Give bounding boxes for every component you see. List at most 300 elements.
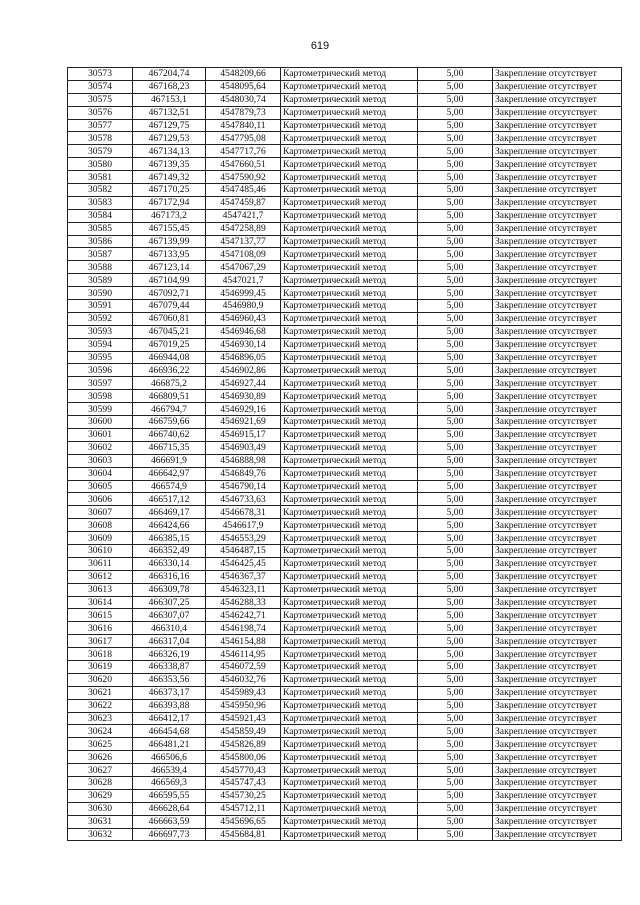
y-coordinate-cell: 4546888,98 [206,454,281,467]
table-row [68,532,622,545]
x-coordinate-cell: 466809,51 [133,390,206,403]
y-coordinate-cell: 4546999,45 [206,287,281,300]
y-coordinate-cell: 4546790,14 [206,480,281,493]
method-cell: Картометрический метод [281,738,418,751]
error-cell: 5,00 [418,312,493,325]
y-coordinate-cell: 4547660,51 [206,158,281,171]
fixation-cell: Закрепление отсутствует [493,467,622,480]
error-cell: 5,00 [418,815,493,828]
x-coordinate-cell: 466310,4 [133,622,206,635]
error-cell: 5,00 [418,686,493,699]
fixation-cell: Закрепление отсутствует [493,287,622,300]
fixation-cell: Закрепление отсутствует [493,119,622,132]
table-row [68,93,622,106]
y-coordinate-cell: 4545826,89 [206,738,281,751]
fixation-cell: Закрепление отсутствует [493,261,622,274]
method-cell: Картометрический метод [281,686,418,699]
y-coordinate-cell: 4546425,45 [206,557,281,570]
fixation-cell: Закрепление отсутствует [493,686,622,699]
table-row [68,312,622,325]
error-cell: 5,00 [418,544,493,557]
point-number-cell: 30606 [68,493,133,506]
table-row [68,441,622,454]
y-coordinate-cell: 4547717,76 [206,145,281,158]
error-cell: 5,00 [418,699,493,712]
x-coordinate-cell: 466481,21 [133,738,206,751]
error-cell: 5,00 [418,274,493,287]
table-row [68,287,622,300]
error-cell: 5,00 [418,145,493,158]
y-coordinate-cell: 4546114,95 [206,648,281,661]
error-cell: 5,00 [418,287,493,300]
y-coordinate-cell: 4547108,09 [206,248,281,261]
x-coordinate-cell: 466330,14 [133,557,206,570]
y-coordinate-cell: 4546198,74 [206,622,281,635]
table-row [68,764,622,777]
table-row [68,80,622,93]
fixation-cell: Закрепление отсутствует [493,416,622,429]
point-number-cell: 30607 [68,506,133,519]
y-coordinate-cell: 4546929,16 [206,403,281,416]
method-cell: Картометрический метод [281,222,418,235]
method-cell: Картометрический метод [281,274,418,287]
table-row [68,274,622,287]
error-cell: 5,00 [418,570,493,583]
method-cell: Картометрический метод [281,287,418,300]
error-cell: 5,00 [418,93,493,106]
y-coordinate-cell: 4546960,43 [206,312,281,325]
method-cell: Картометрический метод [281,80,418,93]
y-coordinate-cell: 4546930,89 [206,390,281,403]
method-cell: Картометрический метод [281,312,418,325]
point-number-cell: 30586 [68,235,133,248]
point-number-cell: 30615 [68,609,133,622]
error-cell: 5,00 [418,622,493,635]
error-cell: 5,00 [418,454,493,467]
x-coordinate-cell: 467155,45 [133,222,206,235]
point-number-cell: 30613 [68,583,133,596]
error-cell: 5,00 [418,480,493,493]
table-row [68,132,622,145]
error-cell: 5,00 [418,493,493,506]
x-coordinate-cell: 466663,59 [133,815,206,828]
point-number-cell: 30611 [68,557,133,570]
error-cell: 5,00 [418,609,493,622]
x-coordinate-cell: 467134,13 [133,145,206,158]
table-row [68,660,622,673]
point-number-cell: 30588 [68,261,133,274]
fixation-cell: Закрепление отсутствует [493,235,622,248]
method-cell: Картометрический метод [281,325,418,338]
y-coordinate-cell: 4547879,73 [206,106,281,119]
x-coordinate-cell: 466373,17 [133,686,206,699]
y-coordinate-cell: 4546927,44 [206,377,281,390]
error-cell: 5,00 [418,403,493,416]
method-cell: Картометрический метод [281,570,418,583]
point-number-cell: 30632 [68,828,133,841]
fixation-cell: Закрепление отсутствует [493,80,622,93]
point-number-cell: 30608 [68,519,133,532]
point-number-cell: 30609 [68,532,133,545]
error-cell: 5,00 [418,338,493,351]
method-cell: Картометрический метод [281,544,418,557]
method-cell: Картометрический метод [281,648,418,661]
error-cell: 5,00 [418,377,493,390]
x-coordinate-cell: 466412,17 [133,712,206,725]
method-cell: Картометрический метод [281,802,418,815]
error-cell: 5,00 [418,506,493,519]
point-number-cell: 30601 [68,428,133,441]
point-number-cell: 30604 [68,467,133,480]
fixation-cell: Закрепление отсутствует [493,673,622,686]
y-coordinate-cell: 4545950,96 [206,699,281,712]
table-body [68,68,622,841]
y-coordinate-cell: 4546678,31 [206,506,281,519]
x-coordinate-cell: 466517,12 [133,493,206,506]
table-row [68,648,622,661]
method-cell: Картометрический метод [281,764,418,777]
error-cell: 5,00 [418,300,493,313]
y-coordinate-cell: 4546367,37 [206,570,281,583]
fixation-cell: Закрепление отсутствует [493,751,622,764]
error-cell: 5,00 [418,184,493,197]
y-coordinate-cell: 4545770,43 [206,764,281,777]
method-cell: Картометрический метод [281,480,418,493]
table-row [68,686,622,699]
table-row [68,145,622,158]
method-cell: Картометрический метод [281,712,418,725]
table-row [68,222,622,235]
table-row [68,106,622,119]
method-cell: Картометрический метод [281,532,418,545]
error-cell: 5,00 [418,789,493,802]
x-coordinate-cell: 466642,97 [133,467,206,480]
table-row [68,557,622,570]
y-coordinate-cell: 4547137,77 [206,235,281,248]
x-coordinate-cell: 466539,4 [133,764,206,777]
y-coordinate-cell: 4546946,68 [206,325,281,338]
y-coordinate-cell: 4546487,15 [206,544,281,557]
error-cell: 5,00 [418,532,493,545]
table-row [68,738,622,751]
table-row [68,493,622,506]
fixation-cell: Закрепление отсутствует [493,635,622,648]
table-row [68,209,622,222]
table-row [68,248,622,261]
fixation-cell: Закрепление отсутствует [493,570,622,583]
x-coordinate-cell: 466393,88 [133,699,206,712]
method-cell: Картометрический метод [281,557,418,570]
point-number-cell: 30599 [68,403,133,416]
method-cell: Картометрический метод [281,454,418,467]
y-coordinate-cell: 4546733,63 [206,493,281,506]
error-cell: 5,00 [418,68,493,81]
fixation-cell: Закрепление отсутствует [493,776,622,789]
point-number-cell: 30614 [68,596,133,609]
point-number-cell: 30620 [68,673,133,686]
method-cell: Картометрический метод [281,789,418,802]
y-coordinate-cell: 4545989,43 [206,686,281,699]
method-cell: Картометрический метод [281,132,418,145]
y-coordinate-cell: 4545747,43 [206,776,281,789]
y-coordinate-cell: 4547795,08 [206,132,281,145]
x-coordinate-cell: 467132,51 [133,106,206,119]
error-cell: 5,00 [418,209,493,222]
table-row [68,699,622,712]
point-number-cell: 30593 [68,325,133,338]
fixation-cell: Закрепление отсутствует [493,300,622,313]
table-row [68,403,622,416]
error-cell: 5,00 [418,725,493,738]
method-cell: Картометрический метод [281,235,418,248]
method-cell: Картометрический метод [281,184,418,197]
x-coordinate-cell: 466385,15 [133,532,206,545]
method-cell: Картометрический метод [281,119,418,132]
x-coordinate-cell: 467139,99 [133,235,206,248]
point-number-cell: 30610 [68,544,133,557]
point-number-cell: 30580 [68,158,133,171]
method-cell: Картометрический метод [281,68,418,81]
y-coordinate-cell: 4546323,11 [206,583,281,596]
method-cell: Картометрический метод [281,416,418,429]
x-coordinate-cell: 466317,04 [133,635,206,648]
error-cell: 5,00 [418,171,493,184]
point-number-cell: 30612 [68,570,133,583]
x-coordinate-cell: 466326,19 [133,648,206,661]
error-cell: 5,00 [418,222,493,235]
method-cell: Картометрический метод [281,196,418,209]
error-cell: 5,00 [418,132,493,145]
table-row [68,158,622,171]
point-number-cell: 30578 [68,132,133,145]
y-coordinate-cell: 4545921,43 [206,712,281,725]
fixation-cell: Закрепление отсутствует [493,93,622,106]
fixation-cell: Закрепление отсутствует [493,660,622,673]
fixation-cell: Закрепление отсутствует [493,196,622,209]
fixation-cell: Закрепление отсутствует [493,557,622,570]
y-coordinate-cell: 4546242,71 [206,609,281,622]
fixation-cell: Закрепление отсутствует [493,441,622,454]
table-row [68,68,622,81]
x-coordinate-cell: 466506,6 [133,751,206,764]
fixation-cell: Закрепление отсутствует [493,390,622,403]
fixation-cell: Закрепление отсутствует [493,519,622,532]
table-row [68,544,622,557]
y-coordinate-cell: 4548095,64 [206,80,281,93]
table-row [68,673,622,686]
x-coordinate-cell: 467170,25 [133,184,206,197]
x-coordinate-cell: 466307,25 [133,596,206,609]
table-row [68,235,622,248]
table-row [68,622,622,635]
error-cell: 5,00 [418,158,493,171]
method-cell: Картометрический метод [281,635,418,648]
x-coordinate-cell: 466740,62 [133,428,206,441]
fixation-cell: Закрепление отсутствует [493,789,622,802]
table-row [68,570,622,583]
point-number-cell: 30628 [68,776,133,789]
point-number-cell: 30617 [68,635,133,648]
x-coordinate-cell: 467173,2 [133,209,206,222]
point-number-cell: 30629 [68,789,133,802]
error-cell: 5,00 [418,660,493,673]
y-coordinate-cell: 4545696,65 [206,815,281,828]
page-number: 619 [310,40,330,52]
point-number-cell: 30573 [68,68,133,81]
x-coordinate-cell: 466574,9 [133,480,206,493]
table-row [68,480,622,493]
fixation-cell: Закрепление отсутствует [493,209,622,222]
table-row [68,596,622,609]
y-coordinate-cell: 4545730,25 [206,789,281,802]
fixation-cell: Закрепление отсутствует [493,583,622,596]
method-cell: Картометрический метод [281,377,418,390]
table-row [68,261,622,274]
fixation-cell: Закрепление отсутствует [493,815,622,828]
method-cell: Картометрический метод [281,338,418,351]
x-coordinate-cell: 466569,3 [133,776,206,789]
point-number-cell: 30626 [68,751,133,764]
y-coordinate-cell: 4545800,06 [206,751,281,764]
y-coordinate-cell: 4547021,7 [206,274,281,287]
method-cell: Картометрический метод [281,428,418,441]
table-row [68,454,622,467]
x-coordinate-cell: 467104,99 [133,274,206,287]
error-cell: 5,00 [418,351,493,364]
fixation-cell: Закрепление отсутствует [493,764,622,777]
y-coordinate-cell: 4545712,11 [206,802,281,815]
y-coordinate-cell: 4546288,33 [206,596,281,609]
table-row [68,377,622,390]
x-coordinate-cell: 467060,81 [133,312,206,325]
method-cell: Картометрический метод [281,106,418,119]
table-row [68,428,622,441]
point-number-cell: 30631 [68,815,133,828]
x-coordinate-cell: 466715,35 [133,441,206,454]
x-coordinate-cell: 466875,2 [133,377,206,390]
fixation-cell: Закрепление отсутствует [493,454,622,467]
table-row [68,351,622,364]
method-cell: Картометрический метод [281,158,418,171]
error-cell: 5,00 [418,712,493,725]
x-coordinate-cell: 466759,66 [133,416,206,429]
y-coordinate-cell: 4548030,74 [206,93,281,106]
table-row [68,712,622,725]
table-row [68,416,622,429]
error-cell: 5,00 [418,776,493,789]
error-cell: 5,00 [418,196,493,209]
y-coordinate-cell: 4547421,7 [206,209,281,222]
error-cell: 5,00 [418,557,493,570]
x-coordinate-cell: 466794,7 [133,403,206,416]
method-cell: Картометрический метод [281,493,418,506]
point-number-cell: 30589 [68,274,133,287]
error-cell: 5,00 [418,648,493,661]
x-coordinate-cell: 466307,07 [133,609,206,622]
x-coordinate-cell: 467139,35 [133,158,206,171]
table-row [68,583,622,596]
fixation-cell: Закрепление отсутствует [493,493,622,506]
error-cell: 5,00 [418,596,493,609]
point-number-cell: 30598 [68,390,133,403]
method-cell: Картометрический метод [281,403,418,416]
point-number-cell: 30591 [68,300,133,313]
method-cell: Картометрический метод [281,93,418,106]
x-coordinate-cell: 466691,9 [133,454,206,467]
x-coordinate-cell: 467092,71 [133,287,206,300]
table-row [68,119,622,132]
y-coordinate-cell: 4547485,46 [206,184,281,197]
method-cell: Картометрический метод [281,467,418,480]
y-coordinate-cell: 4547067,29 [206,261,281,274]
point-number-cell: 30579 [68,145,133,158]
y-coordinate-cell: 4546154,88 [206,635,281,648]
table-row [68,725,622,738]
x-coordinate-cell: 467204,74 [133,68,206,81]
fixation-cell: Закрепление отсутствует [493,106,622,119]
table-row [68,506,622,519]
method-cell: Картометрический метод [281,441,418,454]
method-cell: Картометрический метод [281,660,418,673]
point-number-cell: 30619 [68,660,133,673]
error-cell: 5,00 [418,248,493,261]
table-row [68,519,622,532]
point-number-cell: 30618 [68,648,133,661]
fixation-cell: Закрепление отсутствует [493,712,622,725]
x-coordinate-cell: 466936,22 [133,364,206,377]
fixation-cell: Закрепление отсутствует [493,145,622,158]
method-cell: Картометрический метод [281,300,418,313]
fixation-cell: Закрепление отсутствует [493,403,622,416]
fixation-cell: Закрепление отсутствует [493,596,622,609]
fixation-cell: Закрепление отсутствует [493,248,622,261]
fixation-cell: Закрепление отсутствует [493,312,622,325]
fixation-cell: Закрепление отсутствует [493,158,622,171]
method-cell: Картометрический метод [281,699,418,712]
point-number-cell: 30605 [68,480,133,493]
method-cell: Картометрический метод [281,609,418,622]
x-coordinate-cell: 466353,56 [133,673,206,686]
method-cell: Картометрический метод [281,776,418,789]
point-number-cell: 30583 [68,196,133,209]
method-cell: Картометрический метод [281,209,418,222]
x-coordinate-cell: 467079,44 [133,300,206,313]
fixation-cell: Закрепление отсутствует [493,506,622,519]
point-number-cell: 30623 [68,712,133,725]
point-number-cell: 30624 [68,725,133,738]
method-cell: Картометрический метод [281,596,418,609]
error-cell: 5,00 [418,261,493,274]
table-row [68,789,622,802]
error-cell: 5,00 [418,428,493,441]
table-row [68,171,622,184]
error-cell: 5,00 [418,119,493,132]
y-coordinate-cell: 4548209,66 [206,68,281,81]
x-coordinate-cell: 467045,21 [133,325,206,338]
method-cell: Картометрический метод [281,506,418,519]
table-row [68,338,622,351]
method-cell: Картометрический метод [281,261,418,274]
fixation-cell: Закрепление отсутствует [493,325,622,338]
point-number-cell: 30596 [68,364,133,377]
fixation-cell: Закрепление отсутствует [493,622,622,635]
point-number-cell: 30627 [68,764,133,777]
error-cell: 5,00 [418,106,493,119]
coordinates-table [67,67,622,841]
point-number-cell: 30592 [68,312,133,325]
point-number-cell: 30575 [68,93,133,106]
fixation-cell: Закрепление отсутствует [493,738,622,751]
